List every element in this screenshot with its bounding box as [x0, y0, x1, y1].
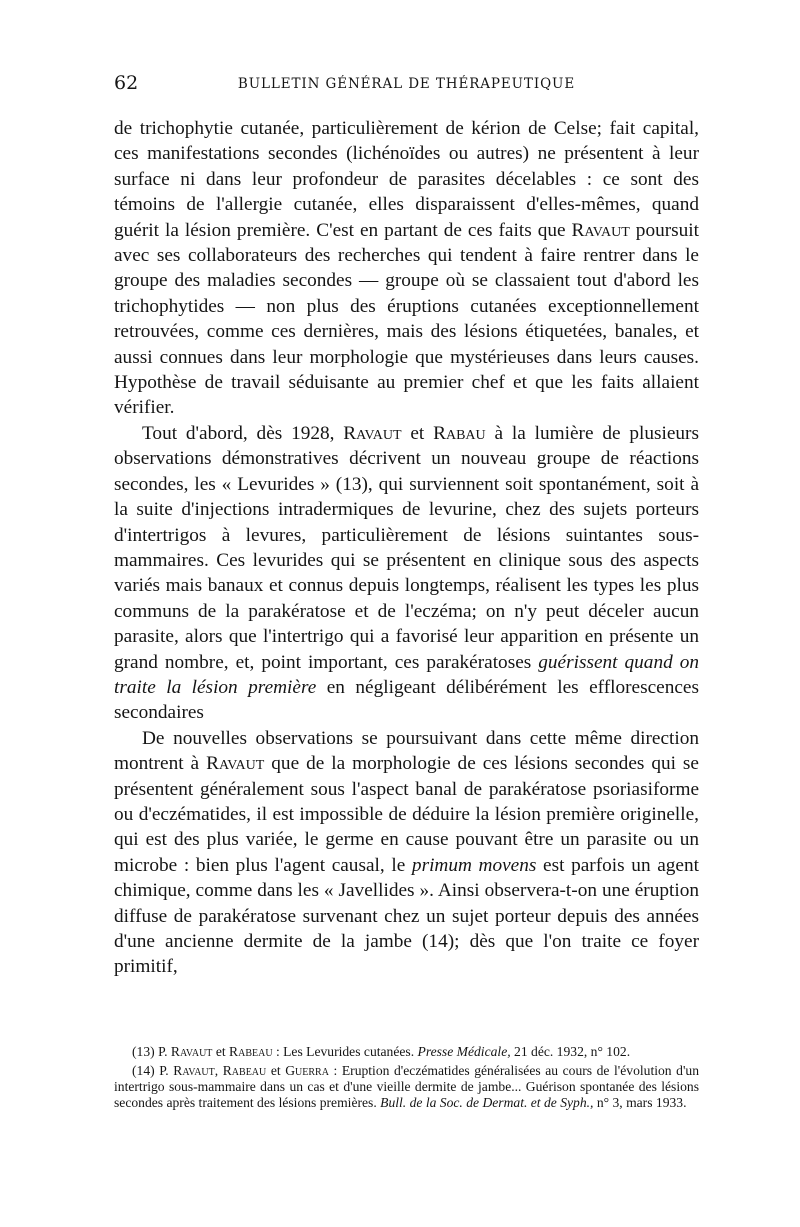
footnote-author: Rabeau — [229, 1044, 273, 1059]
para-2-text2: en négligeant délibérément les efflorescences secondaires — [114, 676, 699, 724]
footnotes — [114, 1044, 699, 1111]
footnote-number: (13) — [132, 1044, 155, 1059]
author-name-ravaut: Ravaut — [343, 422, 402, 444]
author-name-rabau: Rabau — [433, 422, 486, 444]
para-2-italic: guérissent quand on traite la lésion première — [114, 651, 699, 698]
para-2-text1: à la lumière de plusieurs observations démonstratives décrivent un nouveau groupe de réactions secondes, les « Levurides » (13), qui surviennent soit spontanément, soit à la suite d'injections intradermiques de levurine, chez des sujets porteurs d'intertrigos à levures, particulièrement de lésions suintantes sous-mammaires. Ces levurides qui se présentent en clinique sous des aspects variés mais banaux et connus depuis longtemps, réalisent les types les plus communs de la parakératose et de l'eczéma; on n'y peut déceler aucun parasite, alors que l'intertrigo qui a favorisé leur apparition en présente un grand nombre, et, point important, ces parakératoses — [114, 422, 699, 673]
para-2-intro: Tout d'abord, dès 1928, — [142, 422, 335, 444]
footnote-14 — [114, 1063, 699, 1111]
author-name-ravaut: Ravaut — [206, 753, 265, 775]
footnote-author: Guerra — [285, 1063, 329, 1078]
footnote-journal: Presse Médicale, — [417, 1044, 511, 1059]
footnote-13 — [114, 1044, 699, 1060]
para-3-text1: que de la morphologie de ces lésions secondes qui se présentent généralement sous l'aspect banal de parakératose psoriasiforme ou d'eczématides, il est impossible de déduire la lésion première originelle, qui est des plus variée, le germe en cause pouvant être un parasite ou un microbe : bien plus l'agent causal, le — [114, 753, 699, 876]
footnote-connector: et — [215, 1044, 226, 1059]
page-number: 62 — [114, 72, 139, 94]
para-3-text2: est parfois un agent chimique, comme dans les « Javellides ». Ainsi observera-t-on une éruption diffuse de parakératose survenant chez un sujet porteur depuis des années d'une ancienne dermite de la jambe (14); dès que l'on traite ce foyer primitif, — [114, 854, 699, 978]
footnote-tail: 21 déc. 1932, n° 102. — [514, 1044, 631, 1059]
body-text — [114, 116, 699, 980]
author-name-ravaut: Ravaut — [571, 219, 630, 241]
paragraph-3 — [114, 726, 699, 980]
footnote-text: : Eruption d'eczématides généralisées au cours de l'évolution d'un intertrigo sous-mammaire dans un cas et d'une vieille dermite de jambe... Guérison spontanée des lésions secondes après traitement des lésions premières. — [114, 1063, 700, 1110]
footnote-journal: Bull. de la Soc. de Dermat. et de Syph., — [380, 1095, 594, 1110]
footnote-number: (14) — [132, 1063, 155, 1078]
footnote-initial: P. — [159, 1063, 169, 1078]
para-3-italic: primum movens — [411, 854, 537, 876]
footnote-author: Ravaut, — [173, 1063, 219, 1078]
para-2-connector: et — [410, 422, 425, 444]
footnote-connector: et — [270, 1063, 281, 1078]
footnote-tail: n° 3, mars 1933. — [596, 1095, 687, 1110]
para-1-rest: poursuit avec ses collaborateurs des recherches qui tendent à faire rentrer dans le groupe des maladies secondes — groupe où se classaient tout d'abord les trichophytides — non plus des éruptions cutanées exceptionnellement retrouvées, comme ces dernières, mais des lésions étiquetées, banales, et aussi connues dans leur morphologie que mystérieuses dans leurs causes. Hypothèse de travail séduisante au premier chef et que les faits allaient vérifier. — [114, 219, 699, 419]
running-header — [114, 72, 699, 98]
paragraph-2 — [114, 421, 699, 726]
footnote-author: Ravaut — [170, 1044, 213, 1059]
footnote-initial: P. — [158, 1044, 168, 1059]
para-3-intro: De nouvelles observations se poursuivant dans cette même direction montrent à — [114, 727, 699, 775]
footnote-author: Rabeau — [222, 1063, 267, 1078]
paragraph-1 — [114, 116, 699, 421]
para-1-intro: de trichophytie cutanée, particulièrement de kérion de Celse; fait capital, ces manifestations secondes (lichénoïdes ou autres) ne présentent à leur surface ni dans leur profondeur de parasites décelables : ce sont des témoins de l'allergie cutanée, elles disparaissent d'elles-mêmes, quand guérit la lésion première. C'est en partant de ces faits que — [114, 118, 699, 241]
footnote-text: : Les Levurides cutanées. — [275, 1044, 415, 1059]
journal-title: BULLETIN GÉNÉRAL DE THÉRAPEUTIQUE — [237, 76, 576, 92]
